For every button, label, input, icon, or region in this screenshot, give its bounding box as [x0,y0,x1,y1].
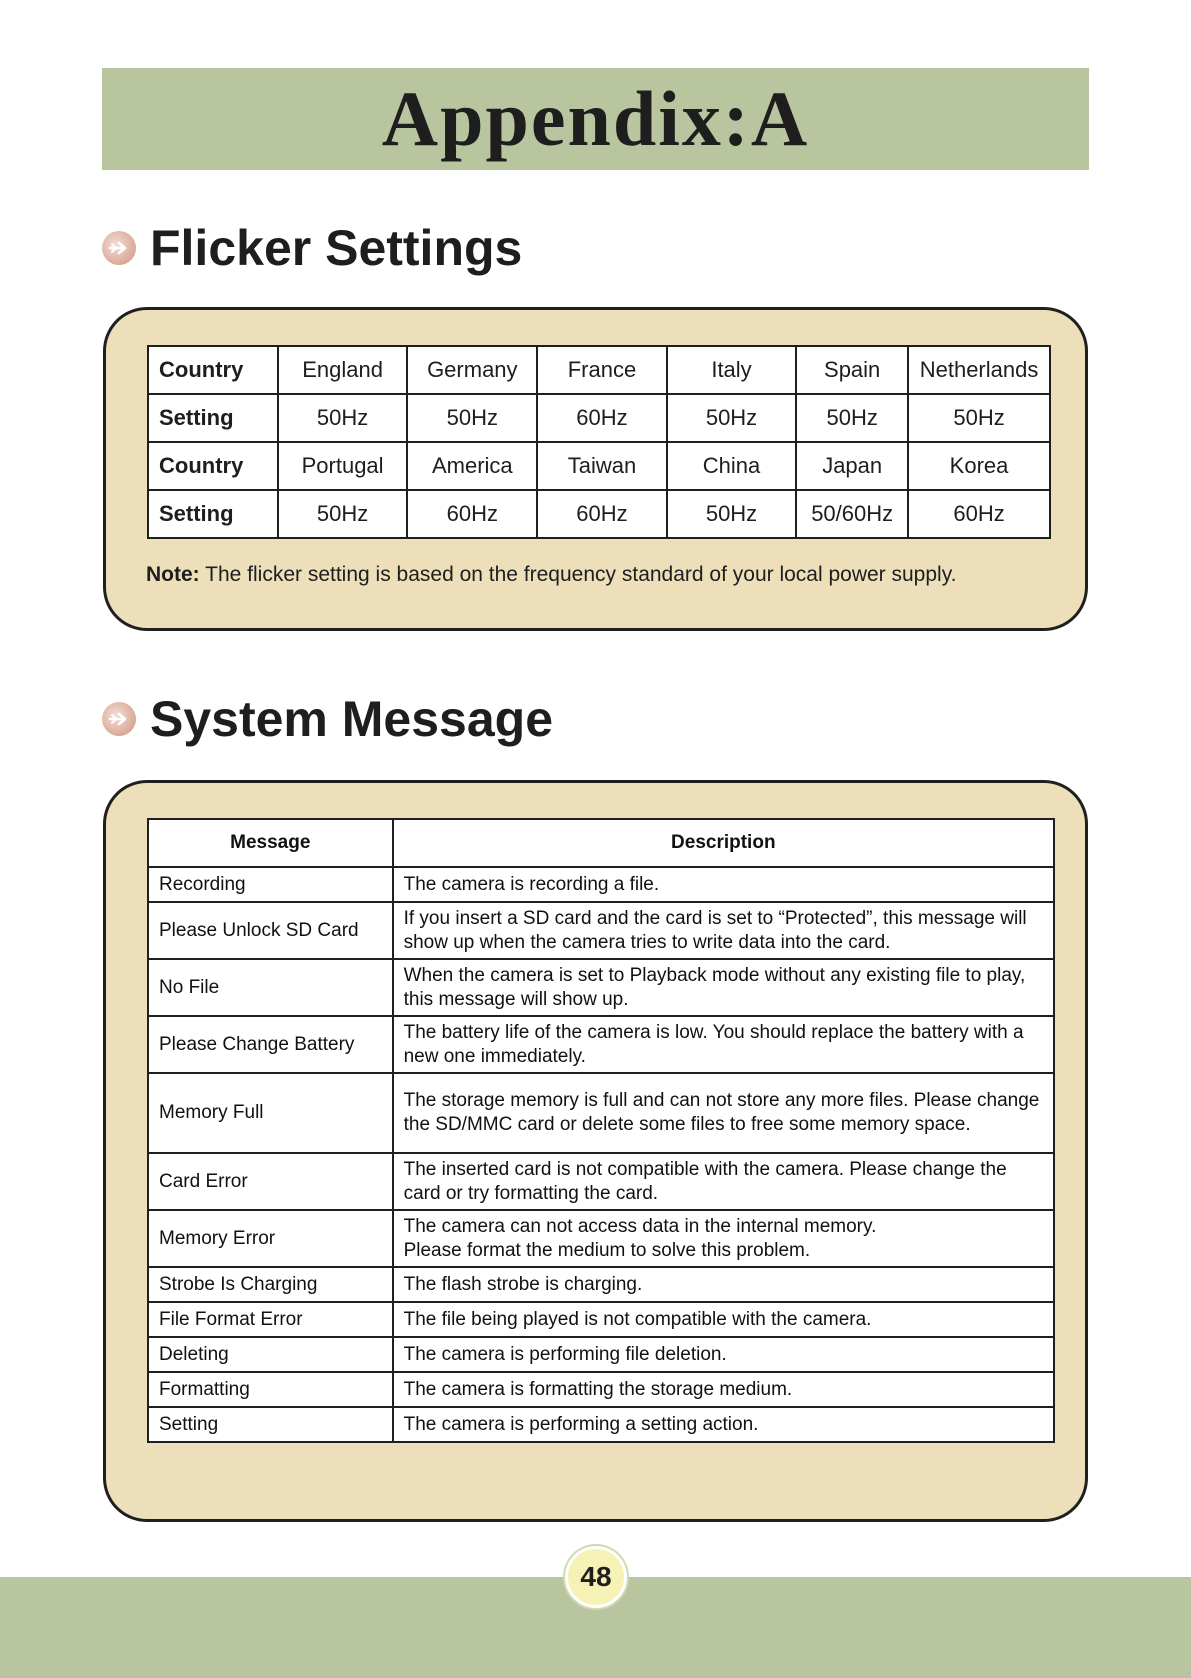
arrow-bullet-icon [102,231,136,265]
table-row [148,902,1054,959]
row-header-cell: Country [148,442,278,490]
message-cell: Setting [148,1407,393,1442]
table-cell: France [537,346,667,394]
table-cell: Portugal [278,442,408,490]
message-cell: Please Change Battery [148,1016,393,1073]
table-cell: Netherlands [908,346,1050,394]
message-cell: Deleting [148,1337,393,1372]
table-cell: Italy [667,346,796,394]
table-cell: Taiwan [537,442,667,490]
message-cell: Recording [148,867,393,902]
table-cell: 50Hz [908,394,1050,442]
message-cell: Strobe Is Charging [148,1267,393,1302]
table-row [148,959,1054,1016]
table-cell: 60Hz [537,490,667,538]
description-cell: The file being played is not compatible with the camera. [393,1302,1054,1337]
table-row [148,1016,1054,1073]
description-cell: When the camera is set to Playback mode without any existing file to play, this message will show up. [393,959,1054,1016]
table-row [148,1210,1054,1267]
column-header-description: Description [393,819,1054,867]
table-row [148,1267,1054,1302]
row-header-cell: Setting [148,394,278,442]
table-cell: Japan [796,442,908,490]
table-cell: Germany [407,346,537,394]
table-row [148,1073,1054,1153]
description-cell: The storage memory is full and can not store any more files. Please change the SD/MMC card or delete some files to free some memory space. [393,1073,1054,1153]
description-cell: The camera is recording a file. [393,867,1054,902]
description-cell: The camera can not access data in the internal memory. Please format the medium to solve this problem. [393,1210,1054,1267]
description-cell: If you insert a SD card and the card is set to “Protected”, this message will show up when the camera tries to write data into the card. [393,902,1054,959]
table-header-row [148,819,1054,867]
description-cell: The battery life of the camera is low. You should replace the battery with a new one immediately. [393,1016,1054,1073]
table-row [148,442,1050,490]
message-cell: Memory Error [148,1210,393,1267]
note-label: Note: [146,563,200,586]
table-cell: America [407,442,537,490]
table-cell: 50Hz [667,490,796,538]
flicker-table [147,345,1051,539]
row-header-cell: Country [148,346,278,394]
table-cell: 50Hz [278,490,408,538]
table-cell: 50Hz [796,394,908,442]
table-row [148,1302,1054,1337]
table-row [148,1153,1054,1210]
table-cell: 60Hz [407,490,537,538]
table-cell: Spain [796,346,908,394]
message-cell: Formatting [148,1372,393,1407]
table-row [148,394,1050,442]
row-header-cell: Setting [148,490,278,538]
system-heading: System Message [150,691,554,747]
table-row [148,1372,1054,1407]
system-message-table [147,818,1055,1443]
table-row [148,1337,1054,1372]
table-cell: 60Hz [908,490,1050,538]
message-cell: Memory Full [148,1073,393,1153]
flicker-section-heading [102,219,522,277]
table-cell: Korea [908,442,1050,490]
table-cell: 50/60Hz [796,490,908,538]
page-number: 48 [565,1546,627,1608]
flicker-note [146,563,956,587]
description-cell: The camera is formatting the storage medium. [393,1372,1054,1407]
table-cell: China [667,442,796,490]
page-title: Appendix:A [381,75,810,162]
appendix-banner [102,68,1089,170]
description-cell: The camera is performing a setting action. [393,1407,1054,1442]
table-cell: England [278,346,408,394]
description-cell: The camera is performing file deletion. [393,1337,1054,1372]
message-cell: Card Error [148,1153,393,1210]
table-cell: 50Hz [278,394,408,442]
table-row [148,1407,1054,1442]
column-header-message: Message [148,819,393,867]
system-panel [103,780,1088,1522]
table-cell: 60Hz [537,394,667,442]
message-cell: File Format Error [148,1302,393,1337]
note-text: The flicker setting is based on the frequency standard of your local power supply. [199,563,957,586]
table-row [148,346,1050,394]
table-row [148,867,1054,902]
table-cell: 50Hz [407,394,537,442]
table-cell: 50Hz [667,394,796,442]
table-row [148,490,1050,538]
arrow-bullet-icon [102,702,136,736]
description-cell: The flash strobe is charging. [393,1267,1054,1302]
system-section-heading [102,690,553,748]
message-cell: Please Unlock SD Card [148,902,393,959]
flicker-heading: Flicker Settings [150,220,523,276]
message-cell: No File [148,959,393,1016]
description-cell: The inserted card is not compatible with the camera. Please change the card or try formatting the card. [393,1153,1054,1210]
flicker-panel [103,307,1088,631]
